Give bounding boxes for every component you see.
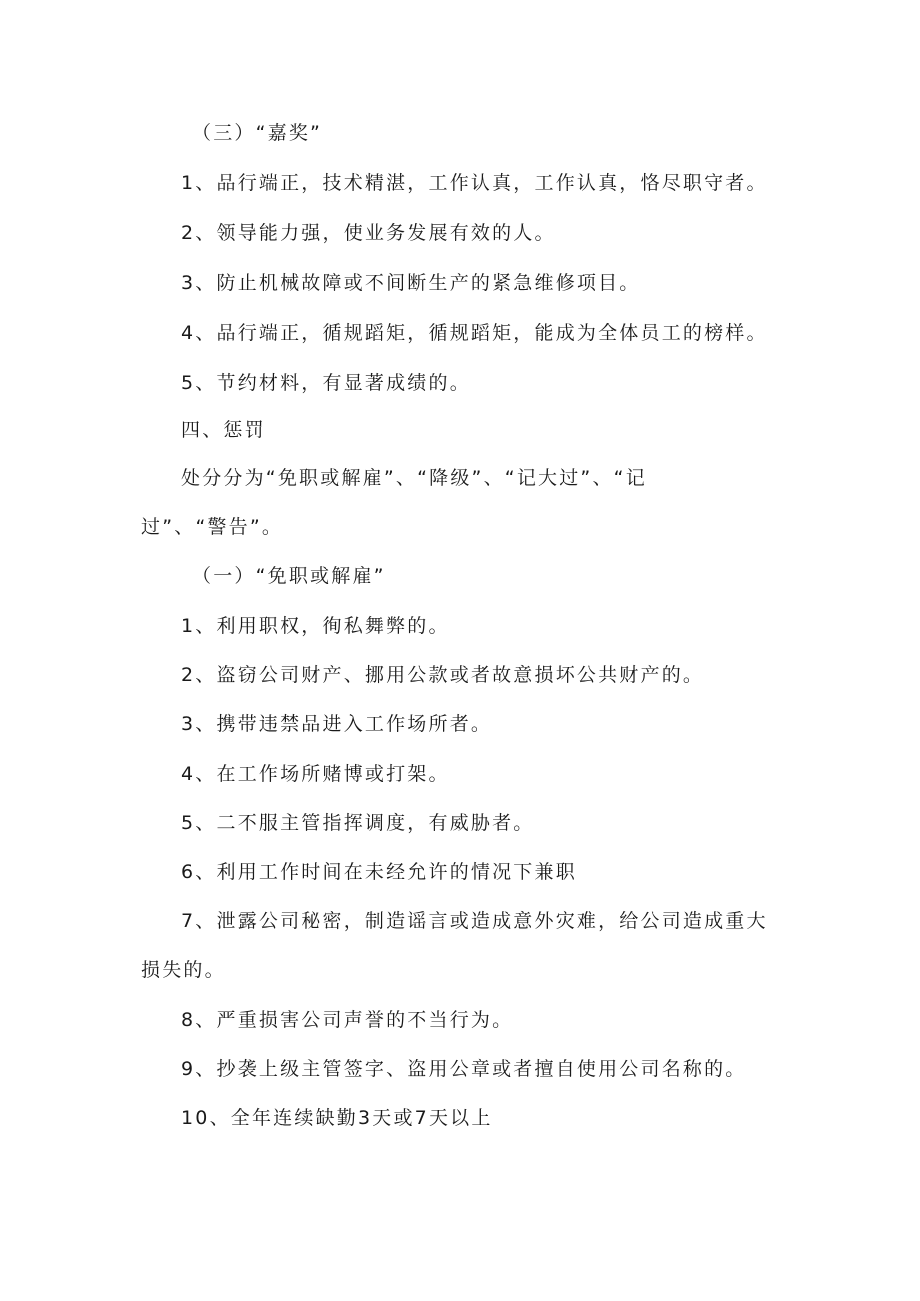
list-item: 4、在工作场所赌博或打架。	[181, 763, 450, 785]
paragraph-text: 处分分为“免职或解雇”、“降级”、“记大过”、“记	[181, 467, 647, 489]
list-item: 4、品行端正，循规蹈矩，循规蹈矩，能成为全体员工的榜样。	[181, 322, 768, 344]
list-item: 2、盗窃公司财产、挪用公款或者故意损坏公共财产的。	[181, 664, 705, 686]
list-item: 7、泄露公司秘密，制造谣言或造成意外灾难，给公司造成重大	[181, 910, 768, 932]
list-item: 9、抄袭上级主管签字、盗用公章或者擅自使用公司名称的。	[181, 1058, 747, 1080]
section-heading-dismissal: （一）“免职或解雇”	[192, 565, 386, 587]
paragraph-text-continued: 过”、“警告”。	[141, 516, 284, 538]
list-item-continued: 损失的。	[141, 959, 226, 981]
section-heading-commendation: （三）“嘉奖”	[192, 122, 323, 144]
list-item: 3、携带违禁品进入工作场所者。	[181, 713, 493, 735]
list-item: 1、利用职权，徇私舞弊的。	[181, 615, 450, 637]
list-item: 2、领导能力强，使业务发展有效的人。	[181, 222, 556, 244]
section-heading-punishment: 四、惩罚	[181, 419, 266, 441]
list-item: 3、防止机械故障或不间断生产的紧急维修项目。	[181, 272, 641, 294]
list-item: 5、二不服主管指挥调度，有威胁者。	[181, 812, 535, 834]
list-item: 6、利用工作时间在未经允许的情况下兼职	[181, 861, 577, 883]
list-item: 5、节约材料，有显著成绩的。	[181, 372, 471, 394]
list-item: 1、品行端正，技术精湛，工作认真，工作认真，恪尽职守者。	[181, 172, 768, 194]
list-item: 8、严重损害公司声誉的不当行为。	[181, 1009, 514, 1031]
list-item: 10、全年连续缺勤3天或7天以上	[181, 1107, 493, 1129]
